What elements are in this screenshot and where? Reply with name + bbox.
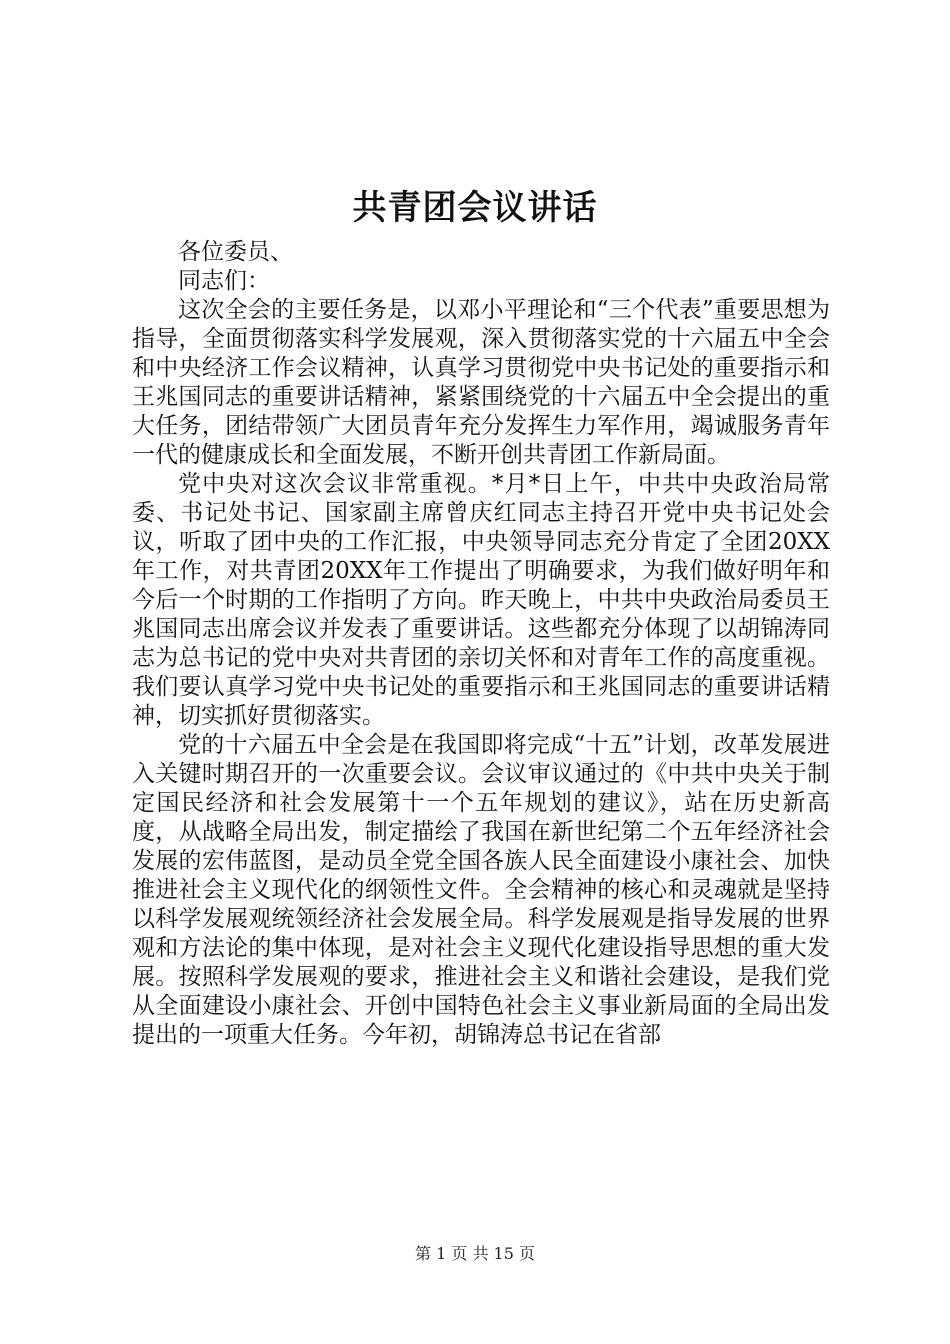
paragraph-1: 这次全会的主要任务是，以邓小平理论和“三个代表”重要思想为指导，全面贯彻落实科学发展观，深入贯彻落实党的十六届五中全会和中央经济工作会议精神，认真学习贯彻党中央书记处的重要指示和王兆国同志的重要讲话精神，紧紧围绕党的十六届五中全会提出的重大任务，团结带领广大团员青年充分发挥生力军作用，竭诚服务青年一代的健康成长和全面发展，不断开创共青团工作新局面。 — [132, 297, 830, 468]
document-body — [132, 238, 830, 1050]
salutation-line-2: 同志们： — [178, 268, 270, 294]
page-number-footer: 第 1 页 共 15 页 — [415, 1244, 535, 1263]
salutation-line-1: 各位委员、 — [178, 239, 293, 265]
paragraph-3: 党的十六届五中全会是在我国即将完成“十五”计划，改革发展进入关键时期召开的一次重要会议。会议审议通过的《中共中央关于制定国民经济和社会发展第十一个五年规划的建议》，站在历史新高度，从战略全局出发，制定描绘了我国在新世纪第二个五年经济社会发展的宏伟蓝图，是动员全党全国各族人民全面建设小康社会、加快推进社会主义现代化的纲领性文件。全会精神的核心和灵魂就是坚持以科学发展观统领经济社会发展全局。科学发展观是指导发展的世界观和方法论的集中体现，是对社会主义现代化建设指导思想的重大发展。按照科学发展观的要求，推进社会主义和谐社会建设，是我们党从全面建设小康社会、开创中国特色社会主义事业新局面的全局出发提出的一项重大任务。今年初，胡锦涛总书记在省部 — [132, 732, 830, 1048]
document-title: 共青团会议讲话 — [352, 188, 598, 228]
paragraph-2: 党中央对这次会议非常重视。*月*日上午，中共中央政治局常委、书记处书记、国家副主席曾庆红同志主持召开党中央书记处会议，听取了团中央的工作汇报，中央领导同志充分肯定了全团20XX年工作，对共青团20XX年工作提出了明确要求，为我们做好明年和今后一个时期的工作指明了方向。昨天晚上，中共中央政治局委员王兆国同志出席会议并发表了重要讲话。这些都充分体现了以胡锦涛同志为总书记的党中央对共青团的亲切关怀和对青年工作的高度重视。我们要认真学习党中央书记处的重要指示和王兆国同志的重要讲话精神，切实抓好贯彻落实。 — [132, 471, 830, 729]
